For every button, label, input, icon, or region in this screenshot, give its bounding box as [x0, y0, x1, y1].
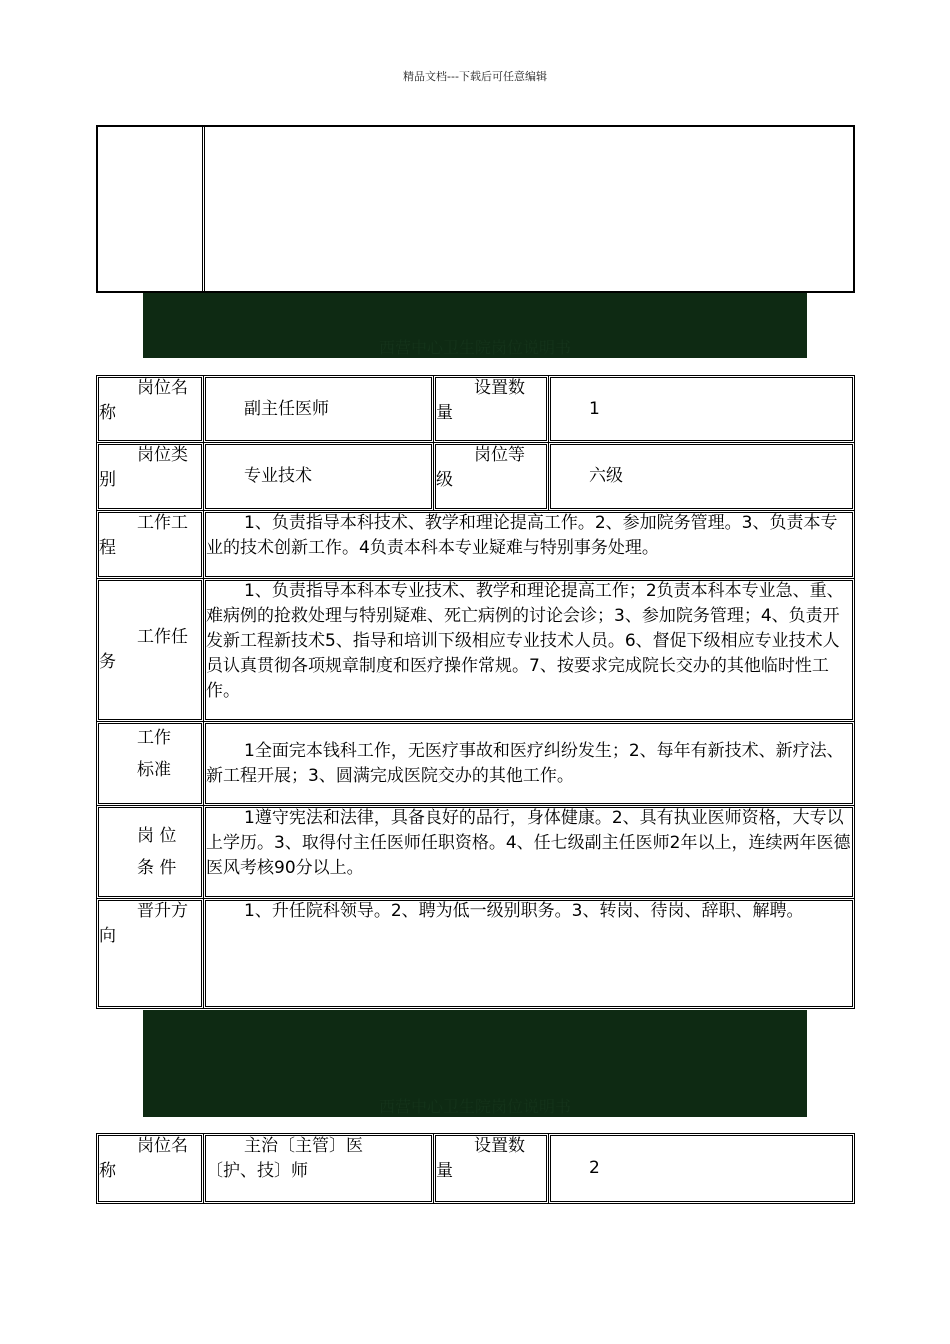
- cell-count-value-2: [549, 1134, 855, 1204]
- label-text: 程: [99, 538, 116, 558]
- cell-task-label: [97, 579, 204, 722]
- job-table-1: [96, 375, 855, 1009]
- label-text: 向: [99, 926, 116, 946]
- cell-promotion-label: [97, 899, 204, 1009]
- title-band-1: [143, 293, 807, 358]
- value-text: 专业技术: [244, 466, 312, 486]
- label-text: 工作任: [137, 627, 188, 647]
- label-text: 量: [436, 403, 453, 423]
- label-text: 工作: [137, 728, 171, 748]
- value-text: 〔护、技〕师: [206, 1161, 308, 1181]
- value-text: 1、负责指导本科本专业技术、教学和理论提高工作；2负责本科本专业急、重、难病例的抢救处理与特别疑难、死亡病例的讨论会诊；3、参加院务管理；4、负责开发新工程新技术5、指导和培训下级相应专业技术人员。6、督促下级相应专业技术人员认真贯彻各项规章制度和医疗操作常规。7、按要求完成院长交办的其他临时性工作。: [206, 581, 844, 701]
- label-text: 岗位名: [137, 378, 188, 398]
- label-text: 岗位等: [474, 445, 525, 465]
- value-text: 1全面完本钱科工作，无医疗事故和医疗纠纷发生；2、每年有新技术、新疗法、新工程开展；3、圆满完成医院交办的其他工作。: [206, 740, 844, 786]
- cell-promotion-value: [204, 899, 855, 1009]
- value-text: 六级: [589, 466, 623, 486]
- cell-name-value-2: [204, 1134, 434, 1204]
- label-text: 别: [99, 470, 116, 490]
- cell-condition-value: [204, 806, 855, 899]
- label-text: 务: [99, 652, 116, 672]
- band-title-2: 西营中心卫生院岗位说明书: [378, 1097, 571, 1116]
- label-text: 称: [99, 1161, 116, 1181]
- cell-grade-value: [549, 443, 855, 511]
- value-text: 1: [589, 398, 600, 419]
- value-text: 主治〔主管〕医: [244, 1136, 363, 1156]
- cell-standard-value: [204, 722, 855, 806]
- cell-name-label-2: [97, 1134, 204, 1204]
- band-title-1: 西营中心卫生院岗位说明书: [378, 338, 571, 357]
- title-band-2: [143, 1010, 807, 1117]
- cell-count-label: [434, 376, 549, 443]
- job-table-2: [96, 1133, 855, 1204]
- empty-table-top: [96, 125, 855, 293]
- label-text: 设置数: [474, 1136, 525, 1156]
- label-text: 设置数: [474, 378, 525, 398]
- label-text: 称: [99, 403, 116, 423]
- label-text: 级: [436, 470, 453, 490]
- empty-table-divider: [202, 127, 205, 291]
- label-text: 标准: [137, 760, 171, 780]
- cell-count-label-2: [434, 1134, 549, 1204]
- value-text: 1、负责指导本科技术、教学和理论提高工作。2、参加院务管理。3、负责本专业的技术创新工作。4负责本科本专业疑难与特别事务处理。: [206, 513, 838, 558]
- cell-category-label: [97, 443, 204, 511]
- label-text: 工作工: [137, 513, 188, 533]
- cell-name-value: [204, 376, 434, 443]
- label-text: 量: [436, 1161, 453, 1181]
- cell-condition-label: [97, 806, 204, 899]
- value-text: 2: [589, 1158, 600, 1178]
- value-text: 1遵守宪法和法律，具备良好的品行，身体健康。2、具有执业医师资格，大专以上学历。3、取得付主任医师任职资格。4、任七级副主任医师2年以上，连续两年医德医风考核90分以上。: [206, 808, 851, 878]
- value-text: 1、升任院科领导。2、聘为低一级别职务。3、转岗、待岗、辞职、解聘。: [244, 901, 804, 921]
- label-text: 岗位名: [137, 1136, 188, 1156]
- cell-process-label: [97, 511, 204, 579]
- label-text: 条 件: [137, 858, 177, 878]
- value-text: 副主任医师: [244, 398, 329, 419]
- cell-grade-label: [434, 443, 549, 511]
- label-text: 晋升方: [137, 901, 188, 921]
- cell-category-value: [204, 443, 434, 511]
- page-header: 精品文档---下载后可任意编辑: [403, 70, 547, 83]
- label-text: 岗 位: [137, 826, 177, 846]
- cell-standard-label: [97, 722, 204, 806]
- cell-task-value: [204, 579, 855, 722]
- cell-process-value: [204, 511, 855, 579]
- cell-name-label: [97, 376, 204, 443]
- cell-count-value: [549, 376, 855, 443]
- label-text: 岗位类: [137, 445, 188, 465]
